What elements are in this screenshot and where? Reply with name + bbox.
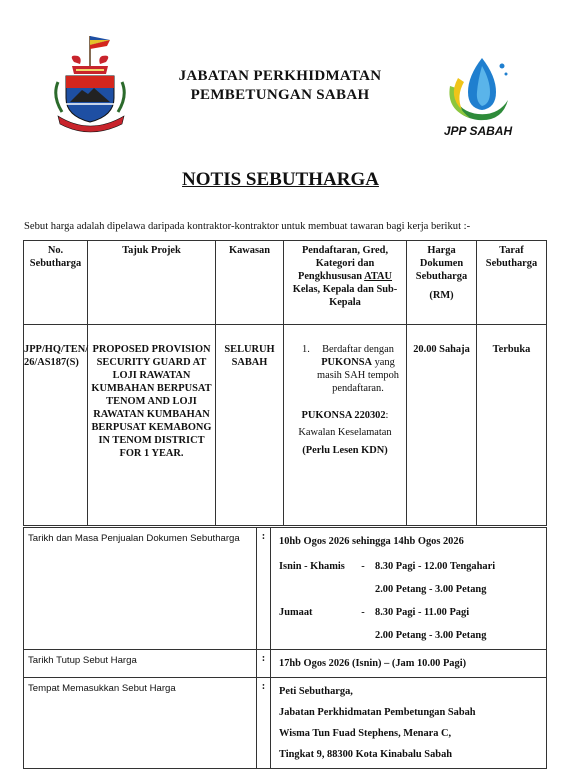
tempat-line1: Peti Sebutharga, bbox=[279, 686, 353, 697]
department-name-line2: PEMBETUNGAN SABAH bbox=[190, 87, 370, 103]
pend-code: PUKONSA 220302 bbox=[301, 410, 386, 421]
details-table bbox=[23, 527, 547, 769]
department-name-line1: JABATAN PERKHIDMATAN bbox=[178, 68, 382, 84]
tempat-label: Tempat Memasukkan Sebut Harga bbox=[24, 678, 257, 769]
jualan-value bbox=[271, 528, 547, 650]
sabah-crest-logo bbox=[52, 32, 130, 134]
isnin-day: Isnin - Khamis bbox=[279, 561, 345, 572]
pend-kk: Kawalan Keselamatan bbox=[298, 427, 392, 438]
department-name bbox=[150, 67, 410, 105]
tempat-line3: Wisma Tun Fuad Stephens, Menara C, bbox=[279, 728, 452, 739]
jualan-label: Tarikh dan Masa Penjualan Dokumen Sebutharga bbox=[24, 528, 257, 650]
cell-taraf: Terbuka bbox=[477, 325, 547, 526]
pend-c: yang masih SAH tempoh pendaftaran. bbox=[317, 357, 399, 394]
details-row-jualan bbox=[24, 528, 547, 650]
header-pendaftaran bbox=[284, 241, 407, 325]
header-harga bbox=[407, 241, 477, 325]
cell-pendaftaran bbox=[284, 325, 407, 526]
tutup-label: Tarikh Tutup Sebut Harga bbox=[24, 650, 257, 678]
cell-harga: 20.00 Sahaja bbox=[407, 325, 477, 526]
header-kawasan: Kawasan bbox=[216, 241, 284, 325]
jumaat-time2: 2.00 Petang - 3.00 Petang bbox=[375, 630, 487, 641]
tender-table-header bbox=[24, 241, 547, 325]
isnin-time1: 8.30 Pagi - 12.00 Tengahari bbox=[375, 561, 496, 572]
header-pendaftaran-atau: ATAU bbox=[364, 271, 393, 282]
pend-lesen: (Perlu Lesen KDN) bbox=[302, 445, 388, 456]
jumaat-day: Jumaat bbox=[279, 607, 313, 618]
header-harga-unit: (RM) bbox=[429, 290, 454, 301]
isnin-time2: 2.00 Petang - 3.00 Petang bbox=[375, 584, 487, 595]
header-no: No. Sebutharga bbox=[24, 241, 88, 325]
pend-a: Berdaftar dengan bbox=[322, 344, 394, 355]
details-row-tutup bbox=[24, 650, 547, 678]
jpp-sabah-logo bbox=[444, 56, 514, 124]
pend-b: PUKONSA bbox=[321, 357, 372, 368]
notice-title: NOTIS SEBUTHARGA bbox=[182, 169, 379, 190]
intro-text: Sebut harga adalah dipelawa daripada kontraktor-kontraktor untuk membuat tawaran bagi kerja berikut :- bbox=[24, 221, 471, 232]
pend-num: 1. bbox=[302, 344, 310, 355]
tempat-value bbox=[271, 678, 547, 769]
jumaat-time1: 8.30 Pagi - 11.00 Pagi bbox=[375, 607, 470, 618]
colon: : bbox=[257, 650, 271, 678]
cell-no: JPP/HQ/TEN/ 26/AS187(S) bbox=[24, 325, 88, 526]
dash: - bbox=[361, 607, 365, 618]
header-taraf: Taraf Sebutharga bbox=[477, 241, 547, 325]
table-row bbox=[24, 325, 547, 526]
cell-kawasan: SELURUH SABAH bbox=[216, 325, 284, 526]
tutup-value: 17hb Ogos 2026 (Isnin) – (Jam 10.00 Pagi) bbox=[271, 650, 547, 678]
tender-table bbox=[23, 240, 547, 526]
tempat-line4: Tingkat 9, 88300 Kota Kinabalu Sabah bbox=[279, 749, 453, 760]
colon: : bbox=[257, 678, 271, 769]
tempat-line2: Jabatan Perkhidmatan Pembetungan Sabah bbox=[279, 707, 476, 718]
pend-colon: : bbox=[385, 410, 389, 421]
details-row-tempat bbox=[24, 678, 547, 769]
header-pendaftaran-pre: Pendaftaran, Gred, Kategori dan Pengkhususan bbox=[297, 245, 389, 282]
header-pendaftaran-post: Kelas, Kepala dan Sub-Kepala bbox=[292, 284, 398, 308]
cell-tajuk: PROPOSED PROVISION SECURITY GUARD AT LOJI RAWATAN KUMBAHAN BERPUSAT TENOM AND LOJI RAWATAN KUMBAHAN BERPUSAT KEMABONG IN TENOM DISTRICT FOR 1 YEAR. bbox=[88, 325, 216, 526]
jpp-sabah-label: JPP SABAH bbox=[443, 124, 513, 138]
header-harga-label: Harga Dokumen Sebutharga bbox=[415, 245, 468, 282]
header-tajuk: Tajuk Projek bbox=[88, 241, 216, 325]
jualan-date: 10hb Ogos 2026 sehingga 14hb Ogos 2026 bbox=[279, 536, 464, 547]
dash: - bbox=[361, 561, 365, 572]
colon: : bbox=[257, 528, 271, 650]
